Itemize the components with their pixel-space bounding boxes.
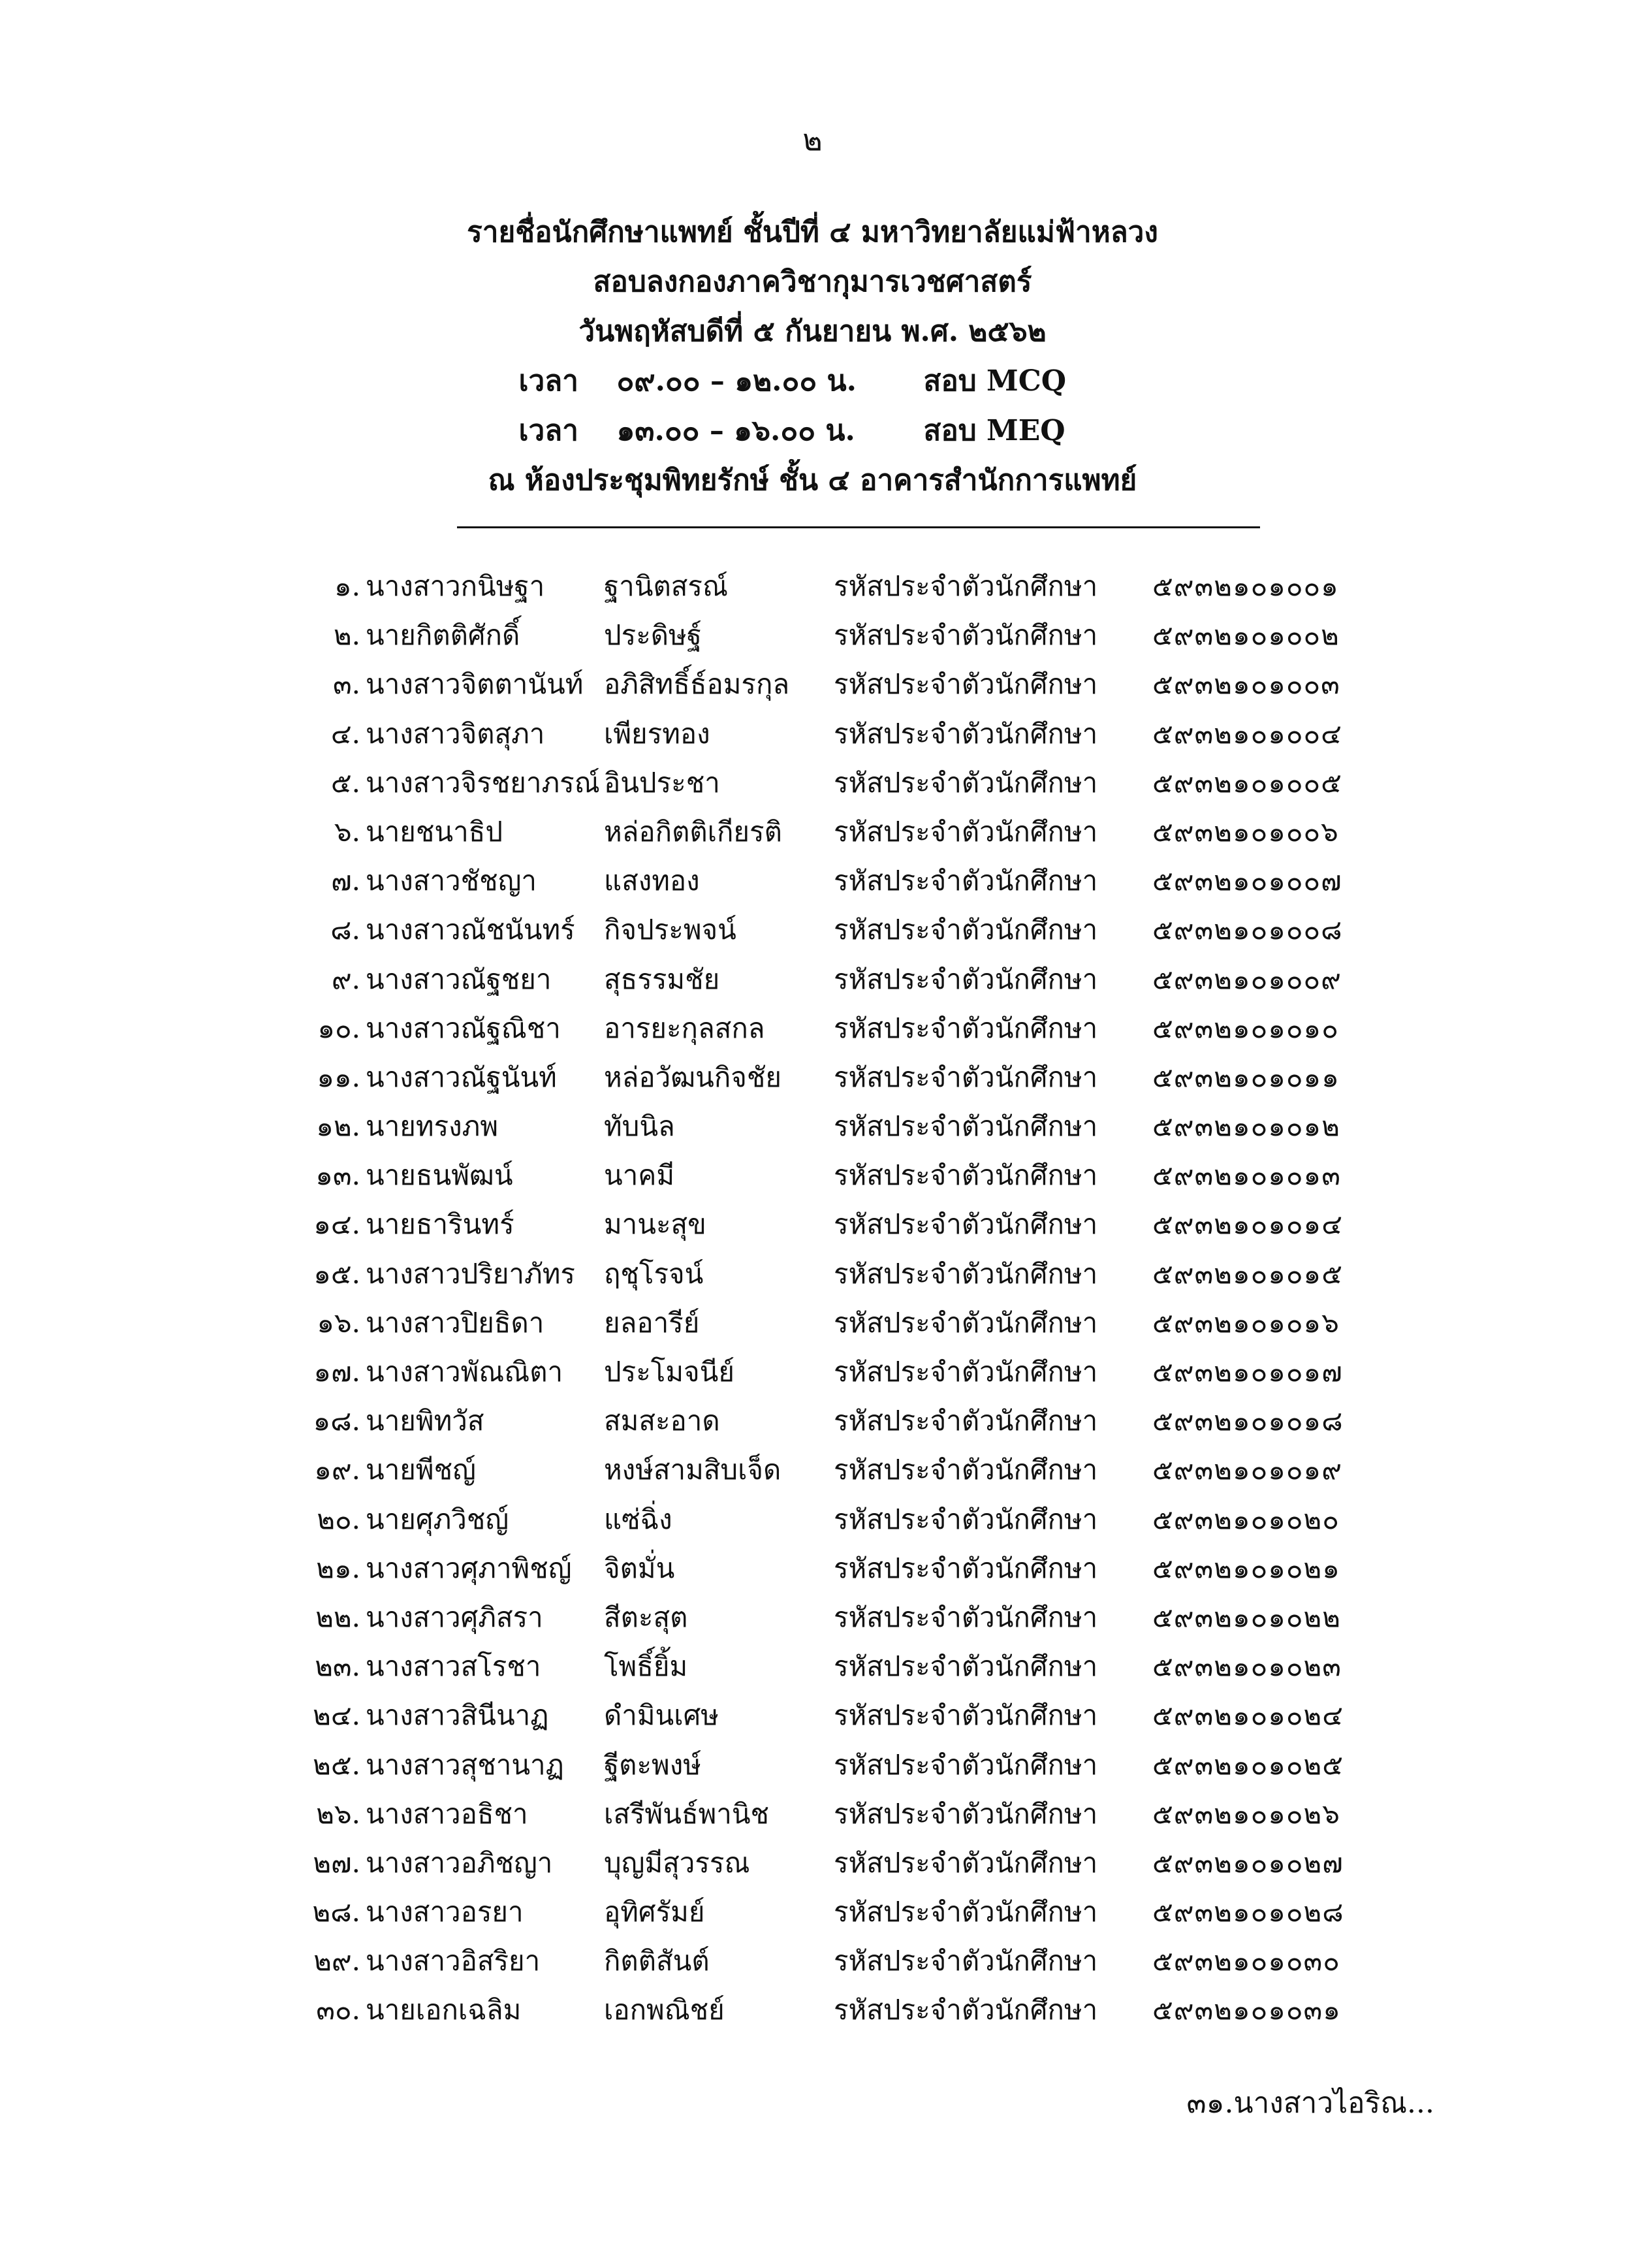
header-divider xyxy=(457,526,1260,528)
student-first-name: นางสาวอรยา xyxy=(366,1896,524,1928)
student-id: ๕๙๓๒๑๐๑๐๒๑ xyxy=(1152,1552,1340,1584)
student-first-name: นางสาวอภิชญา xyxy=(366,1846,553,1879)
row-number: ๒๕. xyxy=(313,1748,360,1781)
student-id-label: รหัสประจำตัวนักศึกษา xyxy=(834,1356,1098,1388)
student-row xyxy=(0,955,1625,1004)
row-number: ๑๔. xyxy=(313,1208,360,1241)
student-last-name: หล่อวัฒนกิจชัย xyxy=(604,1061,782,1093)
student-id: ๕๙๓๒๑๐๑๐๒๕ xyxy=(1152,1748,1344,1781)
row-number: ๑๘. xyxy=(313,1405,360,1437)
student-last-name: สุธรรมชัย xyxy=(604,963,720,995)
row-number: ๒๑. xyxy=(316,1552,360,1584)
exam-date: วันพฤหัสบดีที่ ๕ กันยายน พ.ศ. ๒๕๖๒ xyxy=(578,315,1047,348)
student-id: ๕๙๓๒๑๐๑๐๑๘ xyxy=(1152,1405,1344,1437)
student-row xyxy=(0,758,1625,807)
session-time-range: ๑๓.๐๐ – ๑๖.๐๐ น. xyxy=(616,414,855,447)
student-last-name: มานะสุข xyxy=(604,1208,706,1241)
student-id-label: รหัสประจำตัวนักศึกษา xyxy=(834,865,1098,897)
student-row xyxy=(0,1593,1625,1642)
student-row xyxy=(0,1347,1625,1396)
row-number: ๒๒. xyxy=(315,1601,360,1633)
student-id: ๕๙๓๒๑๐๑๐๑๒ xyxy=(1152,1110,1340,1143)
session-time-label: เวลา xyxy=(518,414,578,447)
page-number: ๒ xyxy=(802,122,823,157)
session-time-range: ๐๙.๐๐ – ๑๒.๐๐ น. xyxy=(616,364,857,398)
student-id-label: รหัสประจำตัวนักศึกษา xyxy=(834,717,1098,750)
student-first-name: นางสาวศุภิสรา xyxy=(366,1601,543,1633)
student-last-name: ทับนิล xyxy=(604,1110,675,1143)
student-last-name: สมสะอาด xyxy=(604,1405,720,1437)
student-id-label: รหัสประจำตัวนักศึกษา xyxy=(834,668,1098,701)
student-first-name: นายทรงภพ xyxy=(366,1110,499,1143)
student-last-name: ฐานิตสรณ์ xyxy=(604,570,728,602)
student-id: ๕๙๓๒๑๐๑๐๑๗ xyxy=(1152,1356,1343,1388)
student-id: ๕๙๓๒๑๐๑๐๐๖ xyxy=(1152,815,1339,848)
student-id-label: รหัสประจำตัวนักศึกษา xyxy=(834,1552,1098,1584)
row-number: ๑๗. xyxy=(313,1356,360,1388)
student-id-label: รหัสประจำตัวนักศึกษา xyxy=(834,1699,1098,1732)
student-id: ๕๙๓๒๑๐๑๐๒๔ xyxy=(1152,1699,1344,1732)
student-first-name: นางสาวจิตตานันท์ xyxy=(366,668,584,701)
student-first-name: นางสาวอิสริยา xyxy=(366,1945,541,1977)
student-first-name: นางสาวณัฐชยา xyxy=(366,963,552,995)
row-number: ๖. xyxy=(334,815,360,848)
student-last-name: ยลอารีย์ xyxy=(604,1306,700,1339)
student-row xyxy=(0,562,1625,611)
student-row xyxy=(0,905,1625,954)
row-number: ๑๓. xyxy=(315,1159,360,1192)
row-number: ๑๕. xyxy=(313,1257,360,1290)
student-last-name: ประดิษฐ์ xyxy=(604,619,702,652)
student-last-name: เสรีพันธ์พานิช xyxy=(604,1797,770,1830)
student-id-label: รหัสประจำตัวนักศึกษา xyxy=(834,1601,1098,1633)
student-row xyxy=(0,1151,1625,1200)
student-id-label: รหัสประจำตัวนักศึกษา xyxy=(834,1994,1098,2026)
student-id: ๕๙๓๒๑๐๑๐๑๕ xyxy=(1152,1257,1343,1290)
student-first-name: นางสาวจิตสุภา xyxy=(366,717,545,750)
student-id: ๕๙๓๒๑๐๑๐๒๐ xyxy=(1152,1503,1340,1535)
row-number: ๔. xyxy=(330,717,360,750)
student-id-label: รหัสประจำตัวนักศึกษา xyxy=(834,766,1098,799)
student-last-name: โพธิ์ยิ้ม xyxy=(604,1650,688,1683)
student-row xyxy=(0,1740,1625,1789)
student-id: ๕๙๓๒๑๐๑๐๒๓ xyxy=(1152,1650,1342,1683)
student-last-name: บุญมีสุวรรณ xyxy=(604,1846,750,1879)
student-id: ๕๙๓๒๑๐๑๐๐๓ xyxy=(1152,668,1340,701)
student-last-name: หล่อกิตติเกียรติ xyxy=(604,815,782,848)
student-first-name: นางสาวจิรชยาภรณ์ xyxy=(366,766,600,799)
student-last-name: เอกพณิชย์ xyxy=(604,1994,725,2026)
student-id-label: รหัสประจำตัวนักศึกษา xyxy=(834,1896,1098,1928)
student-last-name: ดำมินเศษ xyxy=(604,1699,719,1732)
row-number: ๑๖. xyxy=(317,1306,360,1339)
row-number: ๒๘. xyxy=(312,1896,360,1928)
student-first-name: นางสาวณัฐนันท์ xyxy=(366,1061,557,1093)
row-number: ๑๒. xyxy=(316,1110,360,1143)
student-id-label: รหัสประจำตัวนักศึกษา xyxy=(834,1846,1098,1879)
student-id-label: รหัสประจำตัวนักศึกษา xyxy=(834,1208,1098,1241)
row-number: ๑๑. xyxy=(317,1061,360,1093)
student-id-label: รหัสประจำตัวนักศึกษา xyxy=(834,1503,1098,1535)
student-id-label: รหัสประจำตัวนักศึกษา xyxy=(834,1257,1098,1290)
student-first-name: นางสาวสุชานาฏ xyxy=(366,1748,564,1781)
student-row xyxy=(0,1887,1625,1936)
student-id-label: รหัสประจำตัวนักศึกษา xyxy=(834,1110,1098,1143)
student-last-name: อภิสิทธิ์ธ์อมรกุล xyxy=(604,668,790,701)
row-number: ๒๙. xyxy=(313,1945,360,1977)
document-subtitle: สอบลงกองภาควิชากุมารเวชศาสตร์ xyxy=(593,265,1032,298)
student-last-name: อารยะกุลสกล xyxy=(604,1012,765,1044)
student-row xyxy=(0,1396,1625,1445)
student-last-name: กิตติสันต์ xyxy=(604,1945,710,1977)
student-first-name: นายพิทวัส xyxy=(366,1405,484,1437)
student-last-name: แซ่ฉิ่ง xyxy=(604,1503,672,1535)
session-exam-type: สอบ MCQ xyxy=(923,364,1067,398)
row-number: ๓๐. xyxy=(316,1994,360,2026)
student-first-name: นายธารินทร์ xyxy=(366,1208,514,1241)
student-first-name: นางสาวพัณณิตา xyxy=(366,1356,563,1388)
row-number: ๒๐. xyxy=(317,1503,360,1535)
student-id-label: รหัสประจำตัวนักศึกษา xyxy=(834,1454,1098,1486)
student-row xyxy=(0,1789,1625,1838)
student-last-name: ฤชุโรจน์ xyxy=(604,1257,704,1290)
continuation-note: ๓๑.นางสาวไอริณ... xyxy=(1186,2086,1434,2120)
student-row xyxy=(0,1102,1625,1151)
student-row xyxy=(0,807,1625,856)
student-id-label: รหัสประจำตัวนักศึกษา xyxy=(834,1797,1098,1830)
student-row xyxy=(0,660,1625,709)
student-row xyxy=(0,1053,1625,1102)
student-row xyxy=(0,1544,1625,1593)
student-row xyxy=(0,1838,1625,1887)
student-row xyxy=(0,1004,1625,1053)
student-id: ๕๙๓๒๑๐๑๐๐๘ xyxy=(1152,914,1343,946)
student-first-name: นางสาวณัชนันทร์ xyxy=(366,914,575,946)
exam-location: ณ ห้องประชุมพิทยรักษ์ ชั้น ๔ อาคารสำนักการแพทย์ xyxy=(488,464,1137,497)
student-first-name: นางสาวศุภาพิชญ์ xyxy=(366,1552,572,1584)
row-number: ๒๓. xyxy=(315,1650,360,1683)
row-number: ๒. xyxy=(333,619,360,652)
student-id: ๕๙๓๒๑๐๑๐๑๓ xyxy=(1152,1159,1341,1192)
student-id: ๕๙๓๒๑๐๑๐๑๖ xyxy=(1152,1306,1340,1339)
student-row xyxy=(0,709,1625,758)
student-first-name: นางสาวณัฐณิชา xyxy=(366,1012,561,1044)
row-number: ๓. xyxy=(332,668,360,701)
student-id-label: รหัสประจำตัวนักศึกษา xyxy=(834,815,1098,848)
student-id-label: รหัสประจำตัวนักศึกษา xyxy=(834,1650,1098,1683)
session-line-mcq xyxy=(0,357,1625,406)
student-id: ๕๙๓๒๑๐๑๐๒๘ xyxy=(1152,1896,1344,1928)
row-number: ๗. xyxy=(331,865,360,897)
document-title: รายชื่อนักศึกษาแพทย์ ชั้นปีที่ ๔ มหาวิทยาลัยแม่ฟ้าหลวง xyxy=(467,216,1158,249)
student-last-name: สีตะสุต xyxy=(604,1601,688,1633)
row-number: ๕. xyxy=(330,766,360,799)
student-first-name: นางสาวปริยาภัทร xyxy=(366,1257,575,1290)
row-number: ๑๙. xyxy=(314,1454,360,1486)
student-id: ๕๙๓๒๑๐๑๐๒๖ xyxy=(1152,1797,1340,1830)
student-id-label: รหัสประจำตัวนักศึกษา xyxy=(834,1012,1098,1044)
student-first-name: นางสาวสินีนาฏ xyxy=(366,1699,549,1732)
student-first-name: นายธนพัฒน์ xyxy=(366,1159,513,1192)
student-id-label: รหัสประจำตัวนักศึกษา xyxy=(834,1405,1098,1437)
student-first-name: นายกิตติศักดิ์ xyxy=(366,619,520,652)
student-roster xyxy=(0,562,1625,2035)
student-last-name: แสงทอง xyxy=(604,865,700,897)
student-last-name: นาคมี xyxy=(604,1159,675,1192)
session-line-meq xyxy=(0,406,1625,456)
student-id: ๕๙๓๒๑๐๑๐๐๙ xyxy=(1152,963,1342,995)
student-row xyxy=(0,1200,1625,1249)
student-id-label: รหัสประจำตัวนักศึกษา xyxy=(834,1748,1098,1781)
student-row xyxy=(0,1936,1625,1985)
student-id: ๕๙๓๒๑๐๑๐๒๗ xyxy=(1152,1846,1344,1879)
student-last-name: อินประชา xyxy=(604,766,720,799)
student-first-name: นายศุภวิชญ์ xyxy=(366,1503,509,1535)
student-first-name: นายพีชญ์ xyxy=(366,1454,476,1486)
session-exam-type: สอบ MEQ xyxy=(923,414,1065,447)
student-id: ๕๙๓๒๑๐๑๐๐๑ xyxy=(1152,570,1339,602)
student-row xyxy=(0,1298,1625,1347)
row-number: ๘. xyxy=(330,914,360,946)
student-last-name: เพียรทอง xyxy=(604,717,710,750)
student-id: ๕๙๓๒๑๐๑๐๓๑ xyxy=(1152,1994,1341,2026)
student-id: ๕๙๓๒๑๐๑๐๒๒ xyxy=(1152,1601,1341,1633)
student-first-name: นางสาวปิยธิดา xyxy=(366,1306,544,1339)
row-number: ๒๖. xyxy=(316,1797,360,1830)
student-row xyxy=(0,856,1625,905)
student-row xyxy=(0,611,1625,660)
student-first-name: นางสาวชัชญา xyxy=(366,865,537,897)
student-id-label: รหัสประจำตัวนักศึกษา xyxy=(834,914,1098,946)
student-row xyxy=(0,1642,1625,1691)
student-id: ๕๙๓๒๑๐๑๐๐๕ xyxy=(1152,766,1342,799)
student-row xyxy=(0,1495,1625,1544)
student-id: ๕๙๓๒๑๐๑๐๐๔ xyxy=(1152,717,1342,750)
student-first-name: นายชนาธิป xyxy=(366,815,503,848)
student-id: ๕๙๓๒๑๐๑๐๑๔ xyxy=(1152,1208,1343,1241)
student-row xyxy=(0,1249,1625,1298)
student-last-name: หงษ์สามสิบเจ็ด xyxy=(604,1454,781,1486)
student-last-name: ฐีตะพงษ์ xyxy=(604,1748,701,1781)
student-id-label: รหัสประจำตัวนักศึกษา xyxy=(834,1306,1098,1339)
student-id-label: รหัสประจำตัวนักศึกษา xyxy=(834,1159,1098,1192)
student-id: ๕๙๓๒๑๐๑๐๐๒ xyxy=(1152,619,1340,652)
student-first-name: นายเอกเฉลิม xyxy=(366,1994,522,2026)
student-last-name: กิจประพจน์ xyxy=(604,914,736,946)
student-last-name: อุทิศรัมย์ xyxy=(604,1896,705,1928)
student-row xyxy=(0,1985,1625,2034)
session-time-label: เวลา xyxy=(518,364,578,398)
row-number: ๑๐. xyxy=(317,1012,360,1044)
student-last-name: จิตมั่น xyxy=(604,1552,675,1584)
student-id-label: รหัสประจำตัวนักศึกษา xyxy=(834,570,1098,602)
document-header xyxy=(0,208,1625,505)
student-id: ๕๙๓๒๑๐๑๐๑๑ xyxy=(1152,1061,1340,1093)
student-row xyxy=(0,1691,1625,1740)
student-id: ๕๙๓๒๑๐๑๐๑๐ xyxy=(1152,1012,1339,1044)
student-id: ๕๙๓๒๑๐๑๐๑๙ xyxy=(1152,1454,1342,1486)
row-number: ๒๔. xyxy=(313,1699,360,1732)
row-number: ๒๗. xyxy=(313,1846,360,1879)
student-id-label: รหัสประจำตัวนักศึกษา xyxy=(834,1945,1098,1977)
student-id-label: รหัสประจำตัวนักศึกษา xyxy=(834,1061,1098,1093)
row-number: ๑. xyxy=(334,570,360,602)
student-first-name: นางสาวกนิษฐา xyxy=(366,570,545,602)
student-first-name: นางสาวอธิชา xyxy=(366,1797,528,1830)
row-number: ๙. xyxy=(331,963,360,995)
student-id: ๕๙๓๒๑๐๑๐๐๗ xyxy=(1152,865,1342,897)
student-last-name: ประโมจนีย์ xyxy=(604,1356,734,1388)
student-id-label: รหัสประจำตัวนักศึกษา xyxy=(834,619,1098,652)
student-id: ๕๙๓๒๑๐๑๐๓๐ xyxy=(1152,1945,1340,1977)
student-id-label: รหัสประจำตัวนักศึกษา xyxy=(834,963,1098,995)
student-row xyxy=(0,1445,1625,1494)
student-first-name: นางสาวสโรชา xyxy=(366,1650,541,1683)
